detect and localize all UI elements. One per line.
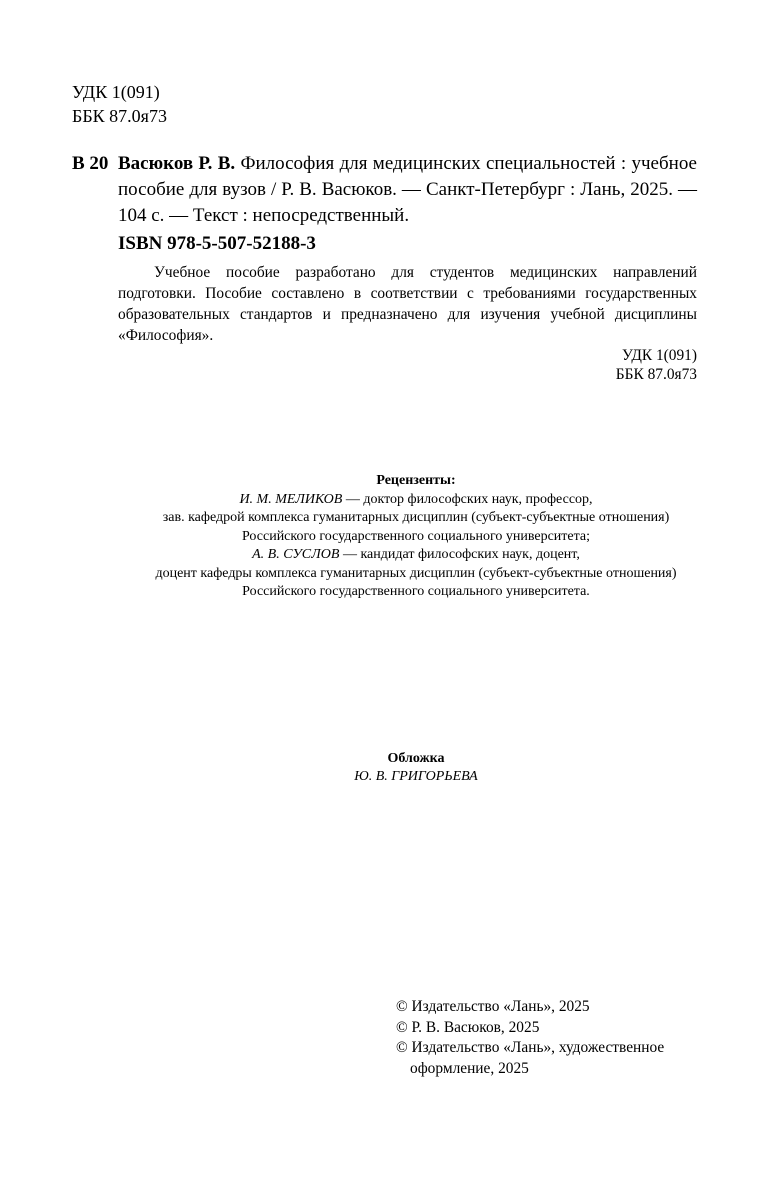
cover-designer: Ю. В. ГРИГОРЬЕВА bbox=[354, 769, 478, 784]
copyright-line-3: © Издательство «Лань», художественное bbox=[396, 1039, 665, 1056]
reviewer-2 bbox=[100, 546, 732, 565]
udk-code-right: УДК 1(091) bbox=[622, 347, 697, 364]
reviewer-1-title: — доктор философских наук, профессор, bbox=[342, 491, 593, 507]
reviewer-2-affiliation: Российского государственного социального университета. bbox=[242, 584, 590, 599]
udk-code: УДК 1(091) bbox=[72, 82, 160, 102]
classification-codes bbox=[72, 80, 167, 128]
bbk-code: ББК 87.0я73 bbox=[72, 106, 167, 126]
classification-codes-right bbox=[616, 346, 697, 384]
reviewer-1-position: зав. кафедрой комплекса гуманитарных дисциплин (субъект-субъектные отношения) bbox=[162, 510, 670, 525]
cutter-number: В 20 bbox=[72, 153, 109, 174]
bibliographic-description: Философия для медицинских специальностей : учебное пособие для вузов / Р. В. Васюков. — Санкт-Петербург : Лань, 2025. — 104 с. — Текст : непосредственный. bbox=[118, 153, 697, 226]
reviewers-heading: Рецензенты: bbox=[376, 473, 456, 488]
copyright-line-4: оформление, 2025 bbox=[410, 1059, 529, 1077]
reviewer-1-name: И. М. МЕЛИКОВ bbox=[239, 491, 343, 507]
annotation: Учебное пособие разработано для студентов медицинских направлений подготовки. Пособие составлено в соответствии с требованиями государственных образовательных стандартов и предназначено для изучения учебной дисциплины «Философия». bbox=[118, 264, 697, 344]
copyright-line-1: © Издательство «Лань», 2025 bbox=[396, 998, 590, 1015]
reviewer-1 bbox=[100, 491, 732, 510]
cover-heading: Обложка bbox=[387, 751, 445, 766]
bbk-code-right: ББК 87.0я73 bbox=[615, 366, 697, 383]
reviewers-block bbox=[100, 472, 732, 602]
copyright-line-2: © Р. В. Васюков, 2025 bbox=[396, 1018, 540, 1036]
reviewer-2-name: А. В. СУСЛОВ bbox=[252, 547, 340, 562]
cover-credit bbox=[100, 750, 732, 786]
isbn: ISBN 978-5-507-52188-3 bbox=[118, 233, 316, 254]
reviewer-2-position: доцент кафедры комплекса гуманитарных дисциплин (субъект-субъектные отношения) bbox=[155, 565, 677, 581]
reviewer-1-affiliation: Российского государственного социального университета; bbox=[241, 528, 591, 544]
copyright-block bbox=[396, 997, 664, 1079]
reviewer-2-title: — кандидат философских наук, доцент, bbox=[339, 547, 580, 562]
bibliographic-record bbox=[118, 151, 697, 229]
author-name: Васюков Р. В. bbox=[118, 153, 236, 174]
